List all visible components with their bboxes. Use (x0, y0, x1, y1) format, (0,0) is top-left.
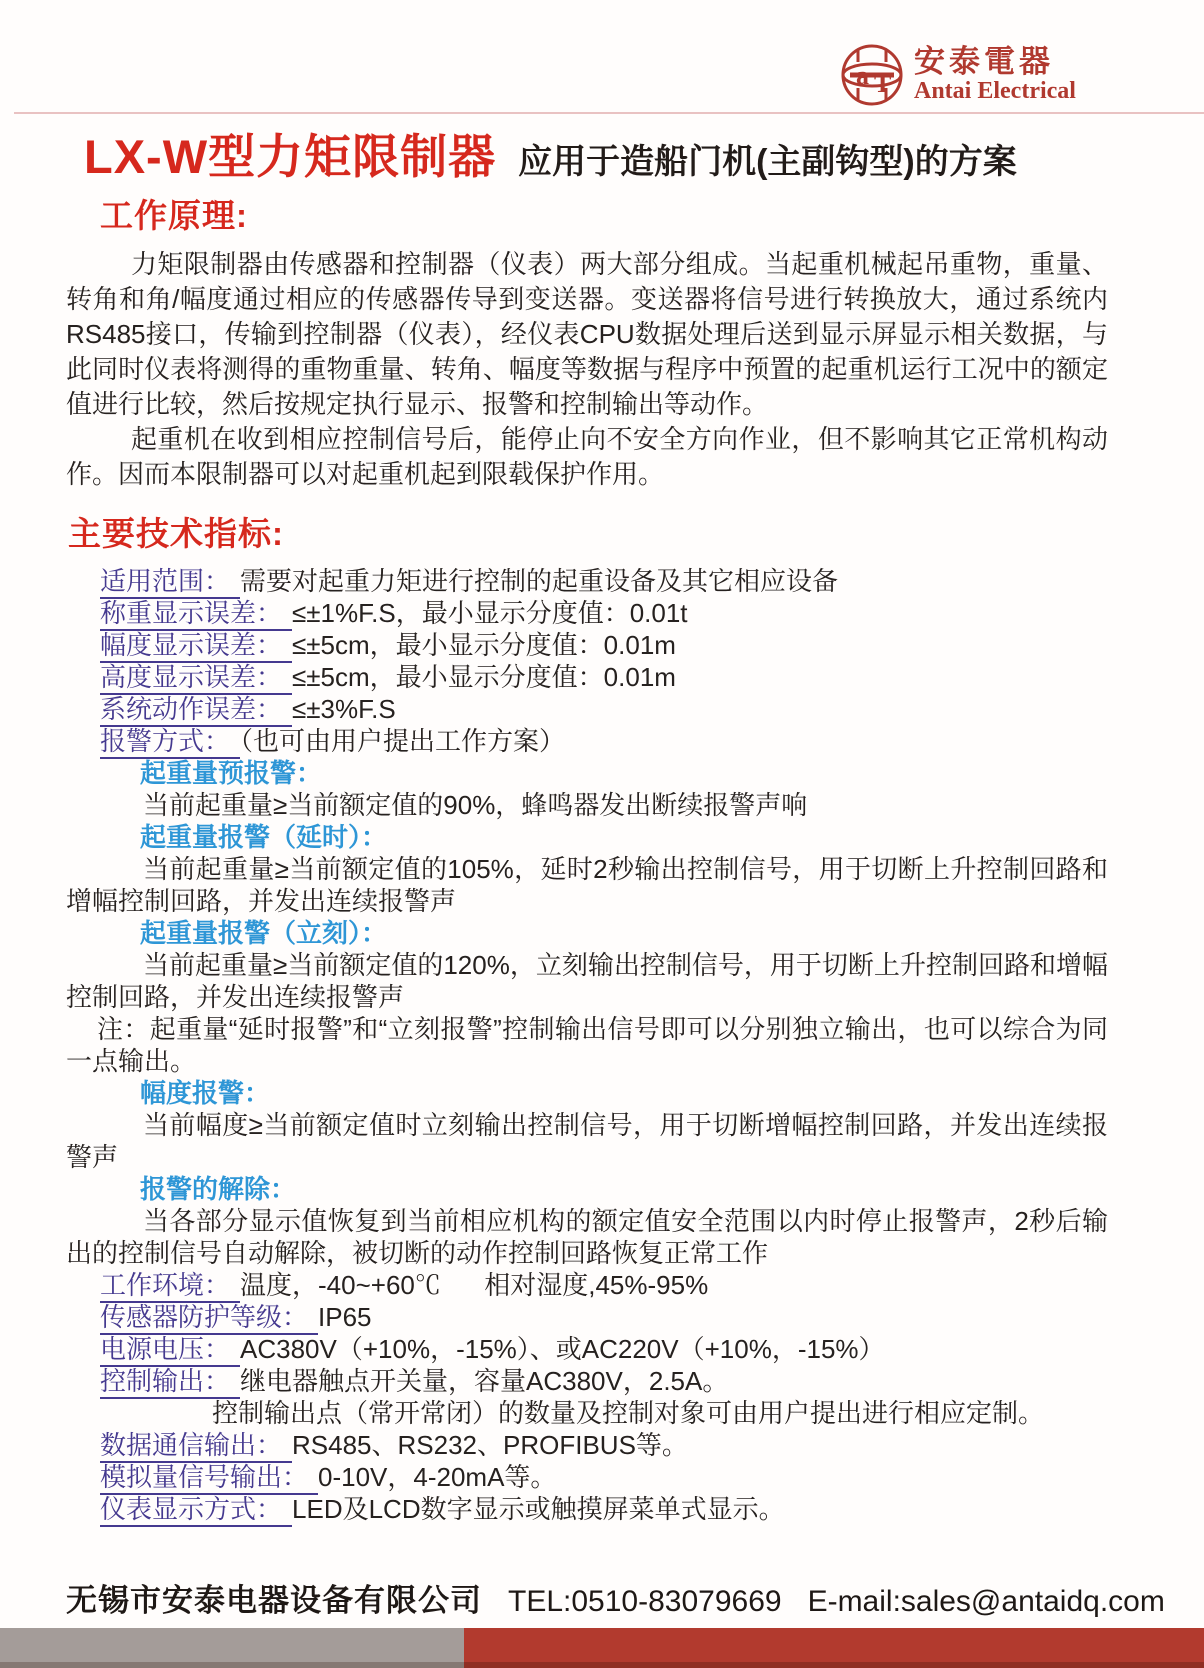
spec-label: 高度显示误差： (100, 662, 292, 695)
spec-value: ≤±5cm，最小显示分度值：0.01m (292, 662, 676, 692)
spec-label: 报警方式： (100, 726, 240, 759)
spec-item (66, 693, 1108, 725)
spec-note: 注：起重量“延时报警”和“立刻报警”控制输出信号即可以分别独立输出，也可以综合为同一点输出。 (66, 1014, 1108, 1076)
alarm-body-text: 当前起重量≥当前额定值的90%，蜂鸣器发出断续报警声响 (143, 790, 808, 820)
alarm-subheading: 起重量报警（延时）： (140, 822, 388, 852)
spec-item (66, 725, 1108, 757)
header-divider (14, 112, 1204, 114)
alarm-body-text: 当前幅度≥当前额定值时立刻输出控制信号，用于切断增幅控制回路，并发出连续报警声 (66, 1110, 1108, 1172)
product-name: LX-W型力矩限制器 (84, 130, 497, 183)
alarm-subheading: 起重量预报警： (140, 758, 323, 788)
alarm-body-text: 当前起重量≥当前额定值的105%，延时2秒输出控制信号，用于切断上升控制回路和增幅控制回路，并发出连续报警声 (66, 854, 1108, 916)
application-title: 应用于造船门机(主副钩型)的方案 (518, 143, 1017, 181)
alarm-subheading: 起重量报警（立刻）： (140, 918, 388, 948)
alarm-body-text: 当前起重量≥当前额定值的120%，立刻输出控制信号，用于切断上升控制回路和增幅控制回路，并发出连续报警声 (66, 950, 1108, 1012)
spec-label: 控制输出： (100, 1366, 240, 1399)
spec-label: 工作环境： (100, 1270, 240, 1303)
svg-text:T: T (874, 69, 892, 98)
footer-bar-gray (0, 1628, 464, 1668)
spec-label: 称重显示误差： (100, 598, 292, 631)
working-principle-heading: 工作原理: (100, 197, 248, 234)
spec-value: AC380V（+10%，-15%）、或AC220V（+10%，-15%） (240, 1334, 885, 1364)
spec-value: RS485、RS232、PROFIBUS等。 (292, 1430, 688, 1460)
spec-label: 幅度显示误差： (100, 630, 292, 663)
spec-value: 需要对起重力矩进行控制的起重设备及其它相应设备 (240, 566, 839, 596)
working-principle-paragraph-2: 起重机在收到相应控制信号后，能停止向不安全方向作业，但不影响其它正常机构动作。因而本限制器可以对起重机起到限载保护作用。 (66, 424, 1108, 489)
spec-item (66, 565, 1108, 597)
spec-label: 模拟量信号输出： (100, 1462, 318, 1495)
spec-value: 温度，-40~+60℃ 相对湿度,45%-95% (240, 1270, 709, 1300)
working-principle-paragraph-1: 力矩限制器由传感器和控制器（仪表）两大部分组成。当起重机械起吊重物，重量、转角和角/幅度通过相应的传感器传导到变送器。变送器将信号进行转换放大，通过系统内RS485接口，传输到控制器（仪表），经仪表CPU数据处理后送到显示屏显示相关数据，与此同时仪表将测得的重物重量、转角、幅度等数据与程序中预置的起重机运行工况中的额定值进行比较，然后按规定执行显示、报警和控制输出等动作。 (66, 249, 1108, 419)
spec-label: 电源电压： (100, 1334, 240, 1367)
company-name: 无锡市安泰电器设备有限公司 (66, 1583, 482, 1618)
footer (66, 1575, 1184, 1620)
logo-emblem-icon (836, 42, 908, 108)
spec-value: ≤±5cm，最小显示分度值：0.01m (292, 630, 676, 660)
spec-label: 系统动作误差： (100, 694, 292, 727)
page-title (84, 120, 1144, 187)
spec-item (66, 661, 1108, 693)
svg-text:a: a (856, 61, 869, 90)
spec-value: IP65 (318, 1302, 372, 1332)
spec-value: 0-10V，4-20mA等。 (318, 1462, 557, 1492)
spec-item (66, 1365, 1108, 1397)
alarm-subheading: 幅度报警： (140, 1078, 271, 1108)
footer-tel: TEL:0510-83079669 (508, 1585, 782, 1618)
footer-email: E-mail:sales@antaidq.com (807, 1585, 1165, 1618)
footer-bar (0, 1628, 1204, 1668)
spec-item (66, 1493, 1108, 1525)
spec-label: 数据通信输出： (100, 1430, 292, 1463)
alarm-body-text: 当各部分显示值恢复到当前相应机构的额定值安全范围以内时停止报警声，2秒后输出的控制信号自动解除，被切断的动作控制回路恢复正常工作 (66, 1206, 1108, 1268)
spec-item (66, 1269, 1108, 1301)
specs-heading: 主要技术指标: (68, 515, 284, 552)
spec-value: ≤±3%F.S (292, 694, 396, 724)
spec-item (66, 1461, 1108, 1493)
spec-value: ≤±1%F.S，最小显示分度值：0.01t (292, 598, 688, 628)
header-logo (836, 42, 1076, 108)
footer-bar-red (464, 1628, 1204, 1668)
spec-value: 继电器触点开关量，容量AC380V，2.5A。 (240, 1366, 729, 1396)
spec-label: 适用范围： (100, 566, 240, 599)
spec-continuation: 控制输出点（常开常闭）的数量及控制对象可由用户提出进行相应定制。 (212, 1398, 1045, 1428)
spec-item (66, 1429, 1108, 1461)
spec-list (66, 565, 1108, 1525)
alarm-subheading: 报警的解除： (140, 1174, 297, 1204)
spec-label: 仪表显示方式： (100, 1494, 292, 1527)
spec-item (66, 1301, 1108, 1333)
brand-name-en: Antai Electrical (914, 77, 1076, 104)
spec-item (66, 629, 1108, 661)
spec-value: LED及LCD数字显示或触摸屏菜单式显示。 (292, 1494, 785, 1524)
spec-value: （也可由用户提出工作方案） (240, 726, 566, 756)
spec-item (66, 597, 1108, 629)
main-content (66, 190, 1108, 1525)
spec-label: 传感器防护等级： (100, 1302, 318, 1335)
spec-item (66, 1333, 1108, 1365)
brand-name-cn: 安泰電器 (914, 44, 1054, 80)
